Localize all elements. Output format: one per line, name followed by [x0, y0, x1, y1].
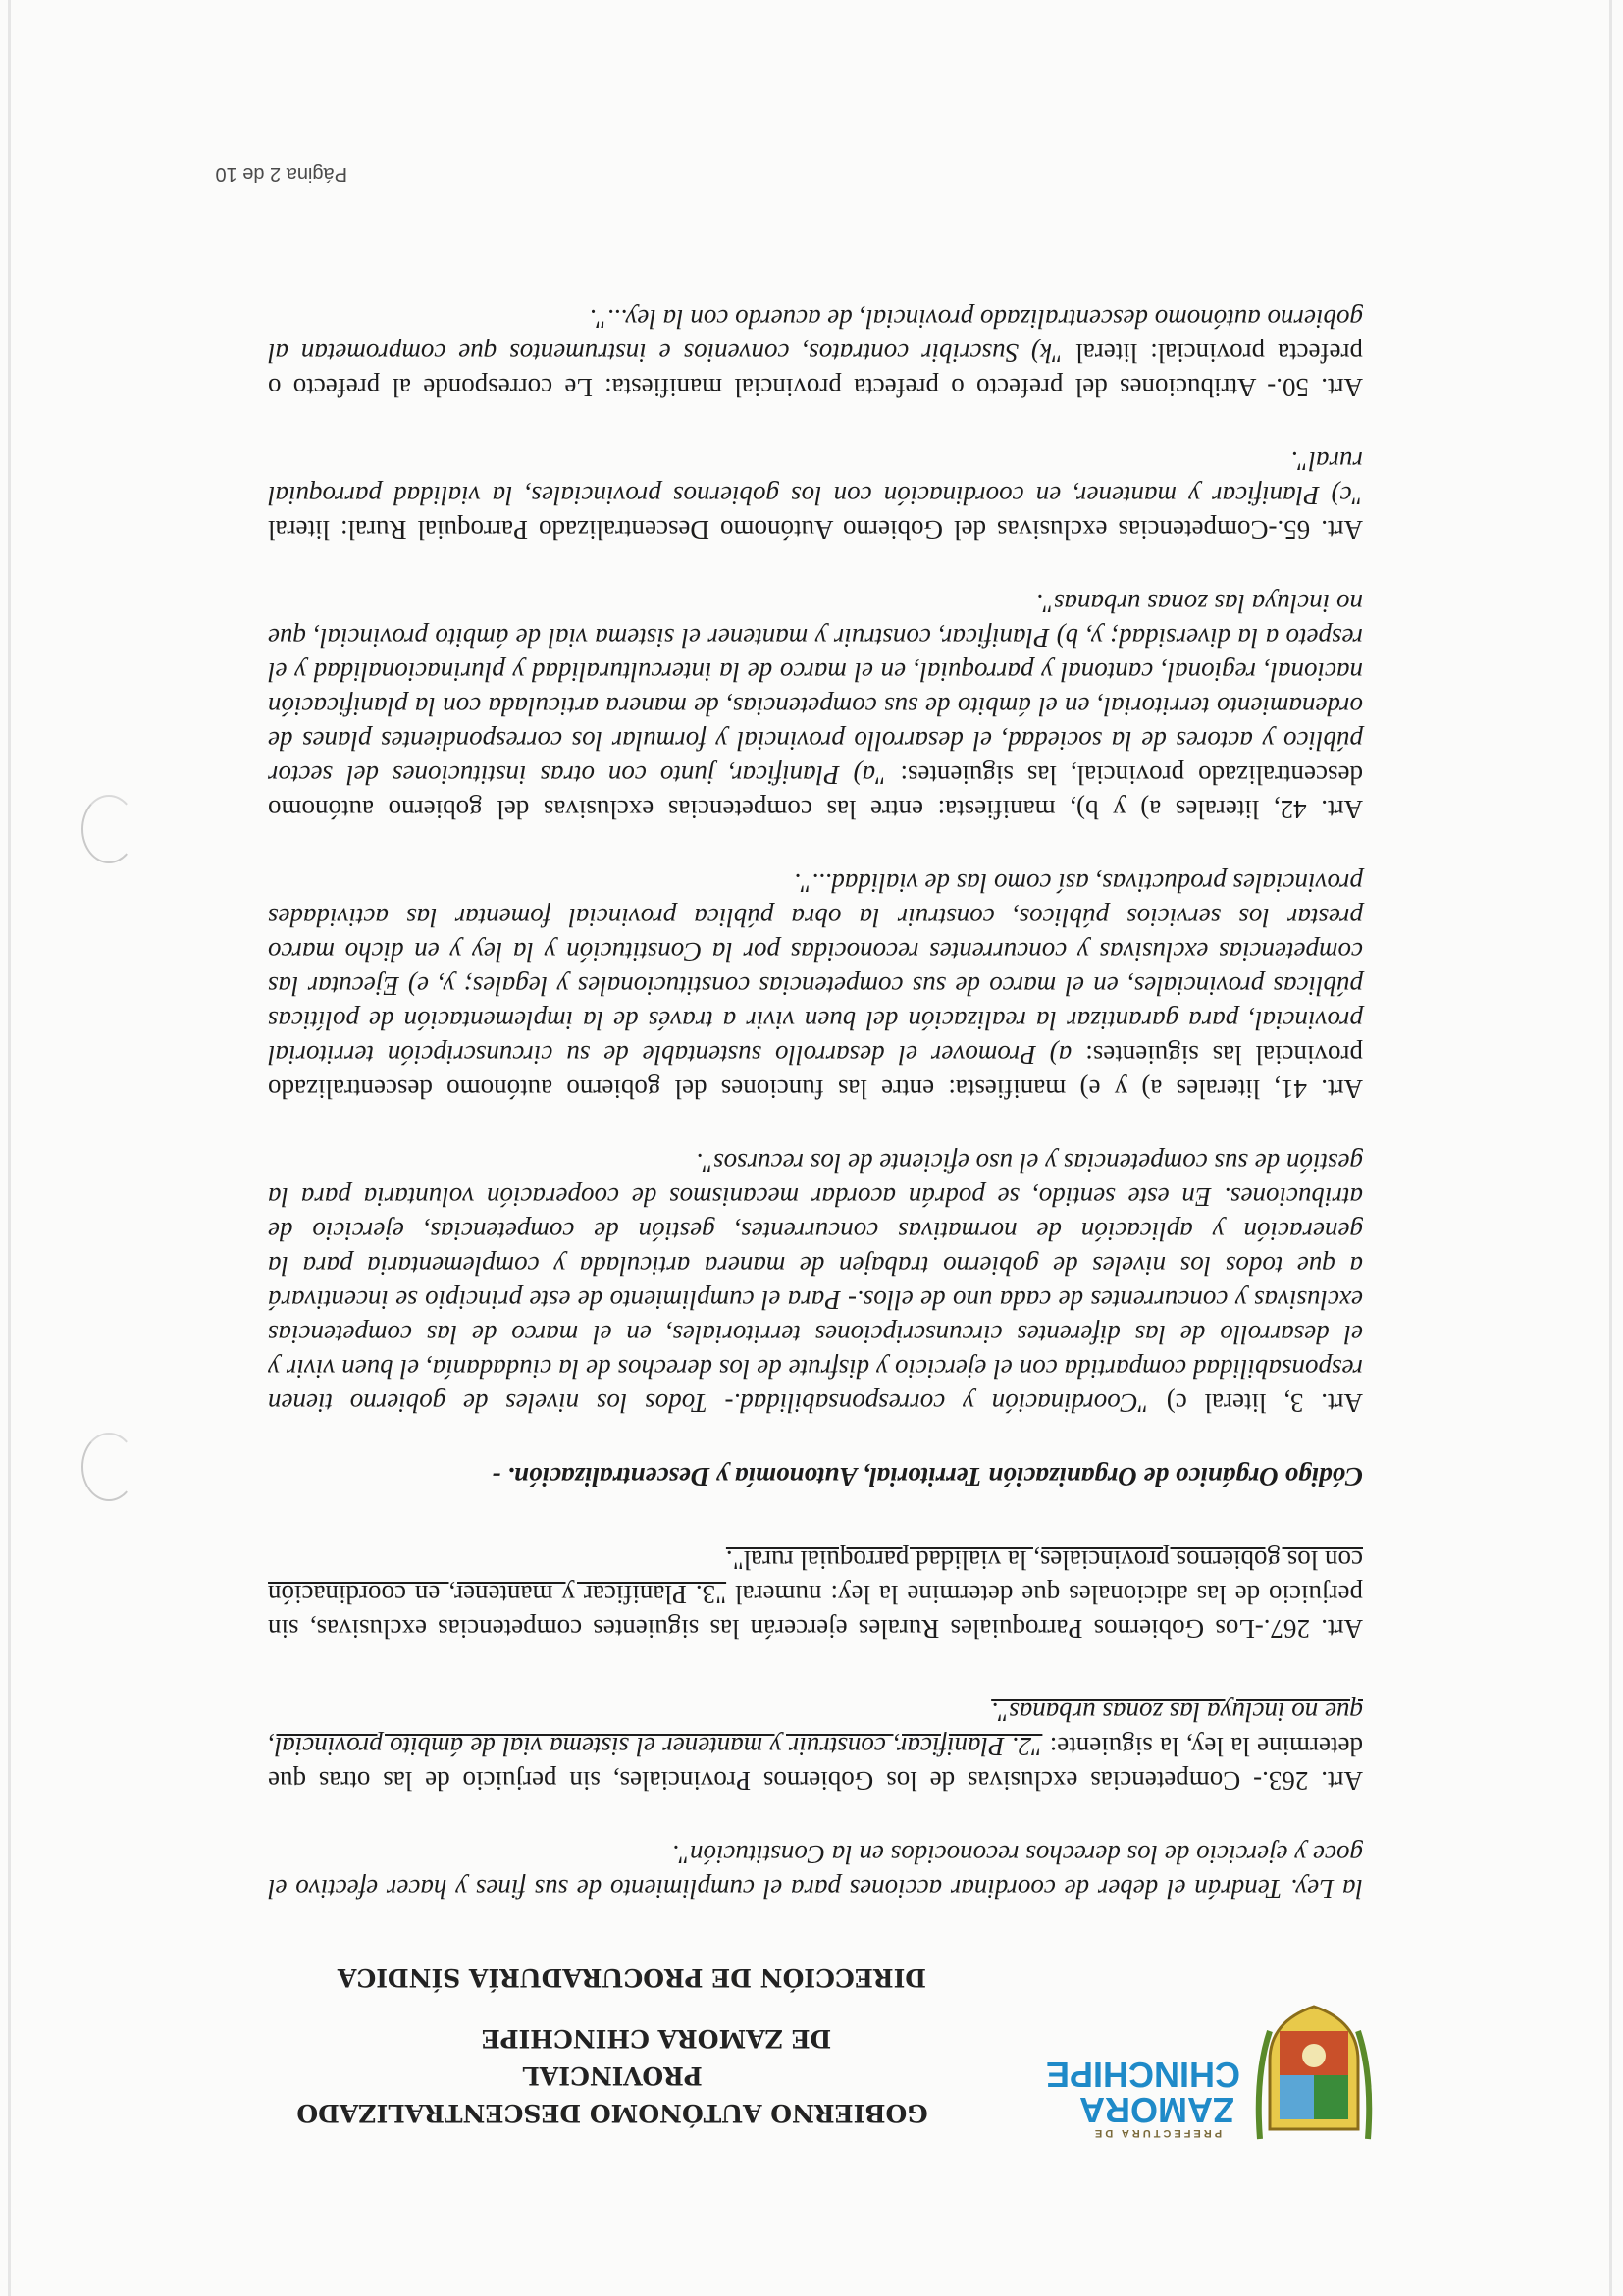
art-41-quote: a) Promover el desarrollo sustentable de su circunscripción territorial provincial, para garantizar la realización del buen vivir a través de la implementación de políticas públicas provinciales, en el marco de sus competencias constitucionales y legales; y, e) Ejecutar las competencias exclusivas y concurrentes reconocidas por la Constitución y la ley y en dicho marco prestar los servicios públicos, construir la obra pública provincial fomentar las actividades provinciales productivas, así como las de vialidad...".	[268, 868, 1363, 1070]
art-267-quote: "3. Planificar y mantener, en coordinación con los gobiernos provinciales, la vialidad parroquial rural".	[268, 1545, 1363, 1609]
paragraph-art-41	[268, 865, 1363, 1106]
art-65-quote: "c) Planificar y mantener, en coordinación con los gobiernos provinciales, la vialidad parroquial rural".	[268, 446, 1363, 510]
art-267-intro: Art. 267.-Los Gobiernos Parroquiales Rurales ejercerán las siguientes competencias exclusivas, sin perjuicio de las adicionales que determine la ley: numeral	[268, 1580, 1363, 1644]
punch-hole	[81, 795, 136, 863]
brand-name-line2: CHINCHIPE	[1045, 2055, 1240, 2095]
letterhead	[200, 1953, 1378, 2149]
art-50-quote: "k) Suscribir contratos, convenios e instrumentos que comprometan al gobierno autónomo descentralizado provincial, de acuerdo con la ley...".	[268, 304, 1363, 368]
art-263-quote: "2. Planificar, construir y mantener el sistema vial de ámbito provincial, que no incluya las zonas urbanas".	[268, 1697, 1363, 1761]
institution-line2: DE ZAMORA CHINCHIPE	[481, 2024, 832, 2053]
punch-hole	[81, 1433, 136, 1501]
art-50-intro: Art. 50.- Atribuciones del prefecto o prefecta provincial manifiesta: Le corresponde al prefecto o prefecta provincial: literal	[268, 339, 1363, 402]
paragraph-1: la Ley. Tendrán el deber de coordinar acciones para el cumplimiento de sus fines y hacer efectivo el goce y ejercicio de los derechos reconocidos en la Constitución".	[268, 1840, 1363, 1904]
paragraph-art-267	[268, 1542, 1363, 1645]
paragraph-art-50	[268, 301, 1363, 404]
art-65-intro: Art. 65.-Competencias exclusivas del Gobierno Autónomo Descentralizado Parroquial Rural: literal	[268, 515, 1363, 545]
paragraph-art-263	[268, 1695, 1363, 1798]
art-42-quote: "a) Planificar, junto con otras instituciones del sector público y actores de la sociedad, el desarrollo provincial y formular los correspondientes planes de ordenamiento territorial, en el ámbito de sus competencias, de manera articulada con la planificación nacional, regional, cantonal y parroquial, en el marco de la interculturalidad y plurinacionalidad y el respeto a la diversidad; y, b) Planificar, construir y mantener el sistema vial de ámbito provincial, que no incluya las zonas urbanas".	[268, 589, 1363, 790]
brand-name-line1: ZAMORA	[1079, 2090, 1234, 2130]
department-name: DIRECCIÓN DE PROCURADURÍA SÍNDICA	[338, 1963, 927, 1992]
prefecture-shield-icon	[1250, 2002, 1378, 2149]
section-title: Código Orgánico de Organización Territorial, Autonomía y Descentralización. -	[492, 1462, 1363, 1491]
art-3-quote: "Coordinación y corresponsabilidad.- Todos los niveles de gobierno tienen responsabilidad compartida con el ejercicio y disfrute de los derechos de la ciudadanía, el buen vivir y el desarrollo de las diferentes circunscripciones territoriales, en el marco de las competencias exclusivas y concurrentes de cada uno de ellos.- Para el cumplimiento de este principio se incentivará a que todos los niveles de gobierno trabajen de manera articulada y complementaria para la generación y aplicación de normativas concurrentes, gestión de competencias, ejercicio de atribuciones. En este sentido, se podrán acordar mecanismos de cooperación voluntaria para la gestión de sus competencias y el uso eficiente de los recursos".	[267, 1148, 1363, 1418]
paragraph-art-3	[268, 1145, 1363, 1420]
institution-line1: GOBIERNO AUTÓNOMO DESCENTRALIZADO PROVINCIAL	[296, 2061, 928, 2127]
art-263-intro: Art. 263.- Competencias exclusivas de los Gobiernos Provinciales, sin perjuicio de las otras que determine la ley, la siguiente:	[268, 1732, 1363, 1796]
document-body	[268, 301, 1363, 1905]
institution-name	[220, 1958, 1005, 2131]
paragraph-art-65	[268, 444, 1363, 547]
paragraph-art-42	[268, 586, 1363, 826]
brand-block	[1034, 2057, 1240, 2139]
page-number: Página 2 de 10	[215, 163, 347, 184]
art-3-intro: Art. 3, literal c)	[1149, 1388, 1363, 1418]
art-41-intro: Art. 41, literales a) y e) manifiesta: entre las funciones del gobierno autónomo descentralizado provincial las siguientes:	[268, 1040, 1363, 1104]
art-42-intro: Art. 42, literales a) y b), manifiesta: entre las competencias exclusivas del gobierno autónomo descentralizado provincial, las siguientes:	[268, 760, 1363, 824]
brand-prefix: PREFECTURA DE	[1091, 2127, 1223, 2139]
